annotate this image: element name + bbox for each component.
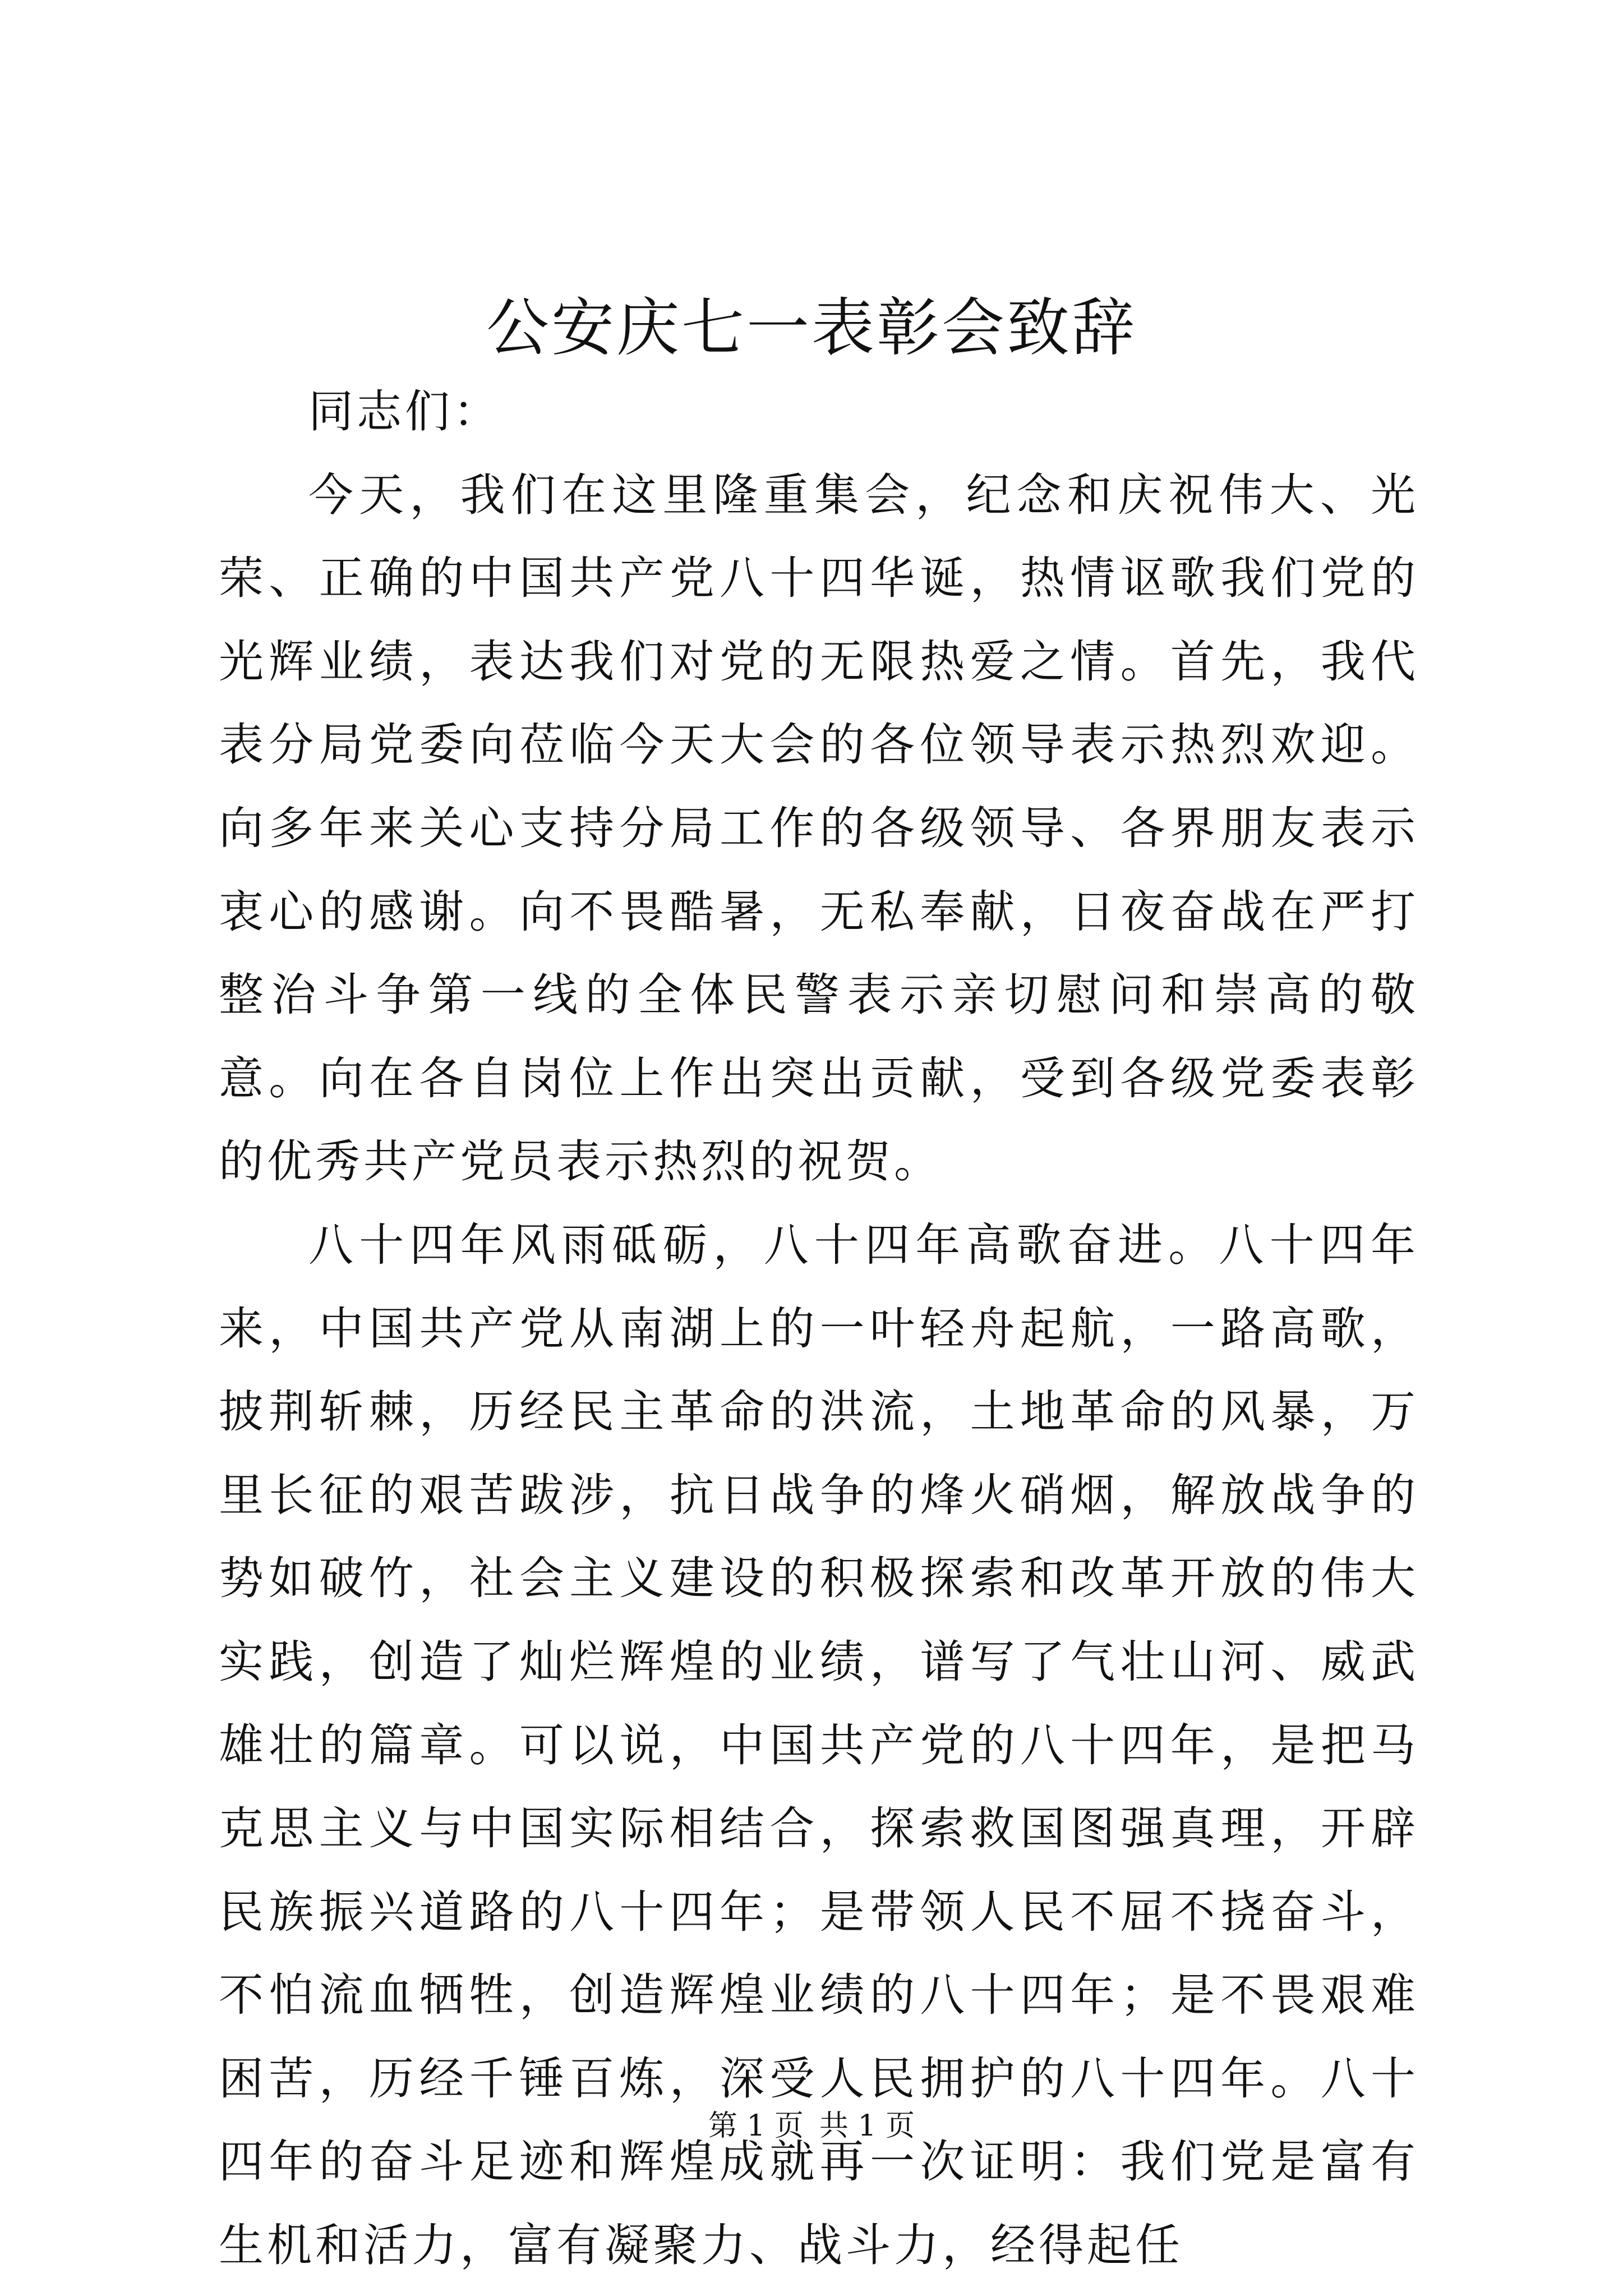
page-total: 共 1 页 xyxy=(819,2109,915,2143)
document-title: 公安庆七一表彰会致辞 xyxy=(486,292,1137,365)
salutation: 同志们： xyxy=(308,385,501,438)
paragraph-2: 八十四年风雨砥砺，八十四年高歌奋进。八十四年来，中国共产党从南湖上的一叶轻舟起航，一路高歌，披荆斩棘，历经民主革命的洪流，土地革命的风暴，万里长征的艰苦跋涉，抗日战争的烽火硝烟，解放战争的势如破竹，社会主义建设的积极探索和改革开放的伟大实践，创造了灿烂辉煌的业绩，谱写了气壮山河、威武雄壮的篇章。可以说，中国共产党的八十四年，是把马克思主义与中国实际相结合，探索救国图强真理，开辟民族振兴道路的八十四年；是带领人民不屈不挠奋斗，不怕流血牺牲，创造辉煌业绩的八十四年；是不畏艰难困苦，历经千锤百炼，深受人民拥护的八十四年。八十四年的奋斗足迹和辉煌成就再一次证明：我们党是富有生机和活力，富有凝聚力、战斗力，经得起任 xyxy=(219,1218,1419,2272)
page-footer xyxy=(0,2106,1623,2146)
page-number: 第 1 页 xyxy=(708,2109,804,2143)
document-body xyxy=(219,370,1419,2288)
paragraph-1: 今天，我们在这里隆重集会，纪念和庆祝伟大、光荣、正确的中国共产党八十四华诞，热情讴歌我们党的光辉业绩，表达我们对党的无限热爱之情。首先，我代表分局党委向莅临今天大会的各位领导表示热烈欢迎。向多年来关心支持分局工作的各级领导、各界朋友表示衷心的感谢。向不畏酷暑，无私奉献，日夜奋战在严打整治斗争第一线的全体民警表示亲切慰问和崇高的敬意。向在各自岗位上作出突出贡献，受到各级党委表彰的优秀共产党员表示热烈的祝贺。 xyxy=(219,468,1419,1188)
